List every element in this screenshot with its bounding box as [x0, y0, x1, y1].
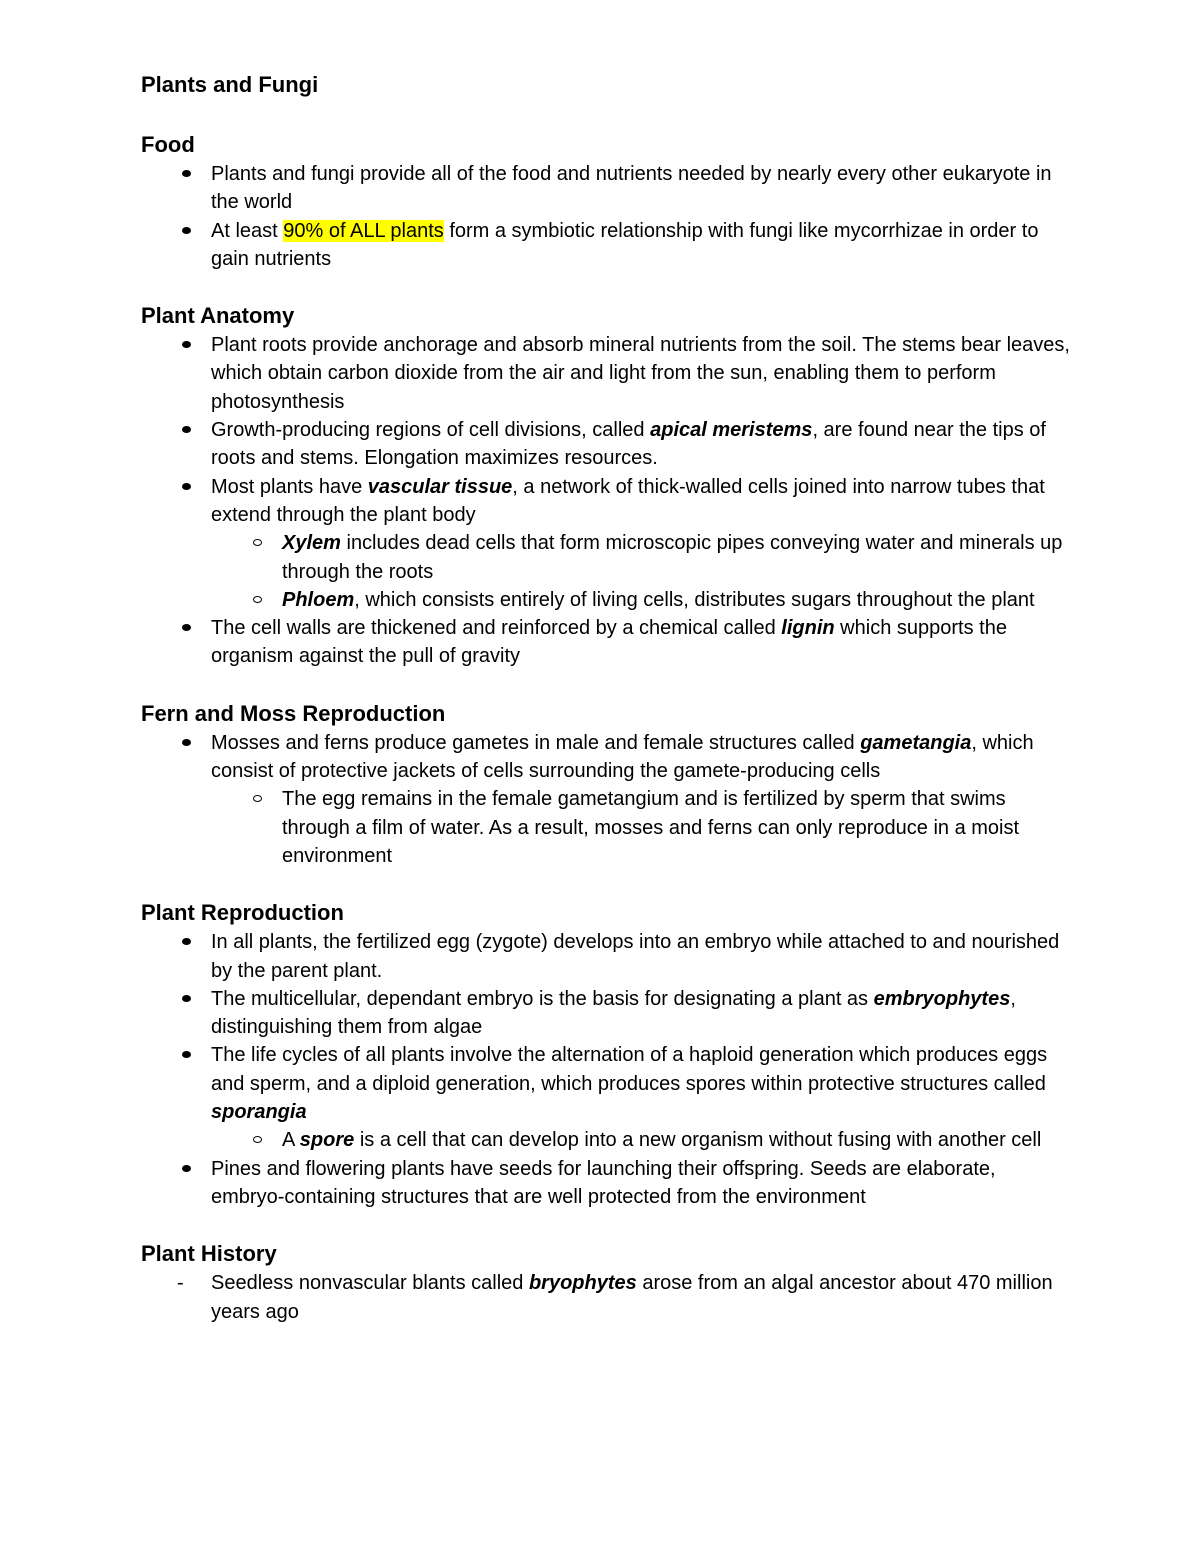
bullet-disc-icon	[177, 1155, 197, 1183]
item-text: Pines and flowering plants have seeds for launching their offspring. Seeds are elaborate, embryo-containing structures that are well protected from the environment	[211, 1157, 996, 1208]
bullet-disc-icon	[177, 331, 197, 359]
key-term: bryophytes	[528, 1272, 637, 1295]
key-term: sporangia	[211, 1101, 307, 1124]
reproduction-list	[141, 928, 1071, 1211]
section-plant-history	[141, 1239, 1071, 1326]
item-text-post: includes dead cells that form microscopic pipes conveying water and minerals up through the roots	[282, 532, 1063, 583]
list-item	[211, 160, 1071, 217]
item-text-post: , are found near the tips of roots and stems. Elongation maximizes resources.	[211, 419, 1046, 470]
key-term: lignin	[781, 617, 835, 640]
key-term: apical meristems	[650, 419, 813, 442]
section-heading-plant-anatomy: Plant Anatomy	[141, 303, 295, 329]
bullet-disc-icon	[177, 928, 197, 956]
bullet-circle-icon	[248, 586, 268, 614]
list-item	[211, 985, 1071, 1042]
item-text-pre: At least	[211, 219, 284, 242]
item-text-post: form a symbiotic relationship with fungi like mycorrhizae in order to gain nutrients	[211, 219, 1039, 270]
section-plant-anatomy	[141, 301, 1071, 671]
list-item	[211, 1155, 1071, 1212]
bullet-disc-icon	[177, 729, 197, 757]
sub-list-item	[282, 1126, 1071, 1154]
key-term: gametangia	[860, 731, 972, 754]
list-item	[211, 217, 1071, 274]
sub-list-item	[282, 785, 1071, 870]
bullet-disc-icon	[177, 985, 197, 1013]
bullet-dash-icon	[177, 1269, 197, 1297]
section-heading-fern-moss: Fern and Moss Reproduction	[141, 700, 446, 726]
bullet-circle-icon	[248, 1126, 268, 1154]
item-text-pre: The life cycles of all plants involve the alternation of a haploid generation which produces eggs and sperm, and a diploid generation, which produces spores within protective structures called	[211, 1044, 1048, 1095]
section-plant-reproduction	[141, 898, 1071, 1211]
item-text-pre: Most plants have	[211, 475, 368, 498]
section-food	[141, 130, 1071, 273]
bullet-disc-icon	[177, 614, 197, 642]
history-list	[141, 1269, 1071, 1326]
key-term: spore	[299, 1129, 355, 1152]
document-title: Plants and Fungi	[141, 72, 319, 97]
item-text-post: is a cell that can develop into a new organism without fusing with another cell	[354, 1129, 1042, 1152]
section-heading-plant-history: Plant History	[141, 1241, 277, 1267]
item-text: Plant roots provide anchorage and absorb mineral nutrients from the soil. The stems bear leaves, which obtain carbon dioxide from the air and light from the sun, enabling them to perform photosynthesis	[211, 334, 1070, 413]
list-item	[211, 729, 1071, 870]
bullet-circle-icon	[248, 529, 268, 557]
key-term: Xylem	[282, 532, 341, 555]
highlighted-text: 90% of ALL plants	[283, 219, 444, 242]
item-text-post: , which consists entirely of living cells, distributes sugars throughout the plant	[354, 588, 1035, 611]
list-item	[211, 416, 1071, 473]
bullet-disc-icon	[177, 473, 197, 501]
list-item	[211, 614, 1071, 671]
item-text-post: which supports the organism against the pull of gravity	[211, 617, 1007, 668]
item-text-pre: Growth-producing regions of cell divisions, called	[211, 419, 651, 442]
list-item	[211, 473, 1071, 614]
section-heading-plant-reproduction: Plant Reproduction	[141, 900, 344, 926]
item-text-post: , which consist of protective jackets of cells surrounding the gamete-producing cells	[211, 731, 1034, 783]
item-text-pre: Seedless nonvascular blants called	[211, 1272, 529, 1295]
food-list	[141, 160, 1071, 273]
list-item	[211, 1041, 1071, 1154]
list-item	[211, 1269, 1071, 1326]
item-text-pre: Mosses and ferns produce gametes in male and female structures called	[211, 731, 861, 754]
item-text-pre: The cell walls are thickened and reinforced by a chemical called	[211, 617, 782, 640]
item-text: Plants and fungi provide all of the food and nutrients needed by nearly every other eukaryote in the world	[211, 163, 1052, 214]
anatomy-list	[141, 331, 1071, 671]
bullet-disc-icon	[177, 1041, 197, 1069]
item-text: In all plants, the fertilized egg (zygote) develops into an embryo while attached to and nourished by the parent plant.	[211, 931, 1060, 982]
key-term: embryophytes	[873, 987, 1011, 1010]
bullet-disc-icon	[177, 416, 197, 444]
document-page	[141, 70, 1071, 1354]
sub-list-item	[282, 586, 1071, 614]
sub-list	[211, 529, 1071, 614]
item-text-pre: The multicellular, dependant embryo is the basis for designating a plant as	[211, 987, 874, 1010]
sub-list	[211, 785, 1071, 870]
key-term: vascular tissue	[367, 475, 513, 498]
section-heading-food: Food	[141, 132, 195, 157]
bullet-circle-icon	[248, 785, 268, 813]
item-text: The egg remains in the female gametangium and is fertilized by sperm that swims through a film of water. As a result, mosses and ferns can only reproduce in a moist environment	[282, 788, 1020, 867]
section-fern-moss-reproduction	[141, 699, 1071, 870]
list-item	[211, 331, 1071, 416]
item-text-post: , distinguishing them from algae	[211, 987, 1016, 1039]
bullet-disc-icon	[177, 217, 197, 245]
sub-list-item	[282, 529, 1071, 586]
item-text-post: , a network of thick-walled cells joined into narrow tubes that extend through the plant body	[211, 475, 1045, 526]
bullet-disc-icon	[177, 160, 197, 188]
fern-moss-list	[141, 729, 1071, 870]
item-text-post: arose from an algal ancestor about 470 million years ago	[211, 1272, 1053, 1323]
item-text-pre: A	[282, 1129, 300, 1152]
list-item	[211, 928, 1071, 985]
sub-list	[211, 1126, 1071, 1154]
key-term: Phloem	[282, 588, 355, 611]
